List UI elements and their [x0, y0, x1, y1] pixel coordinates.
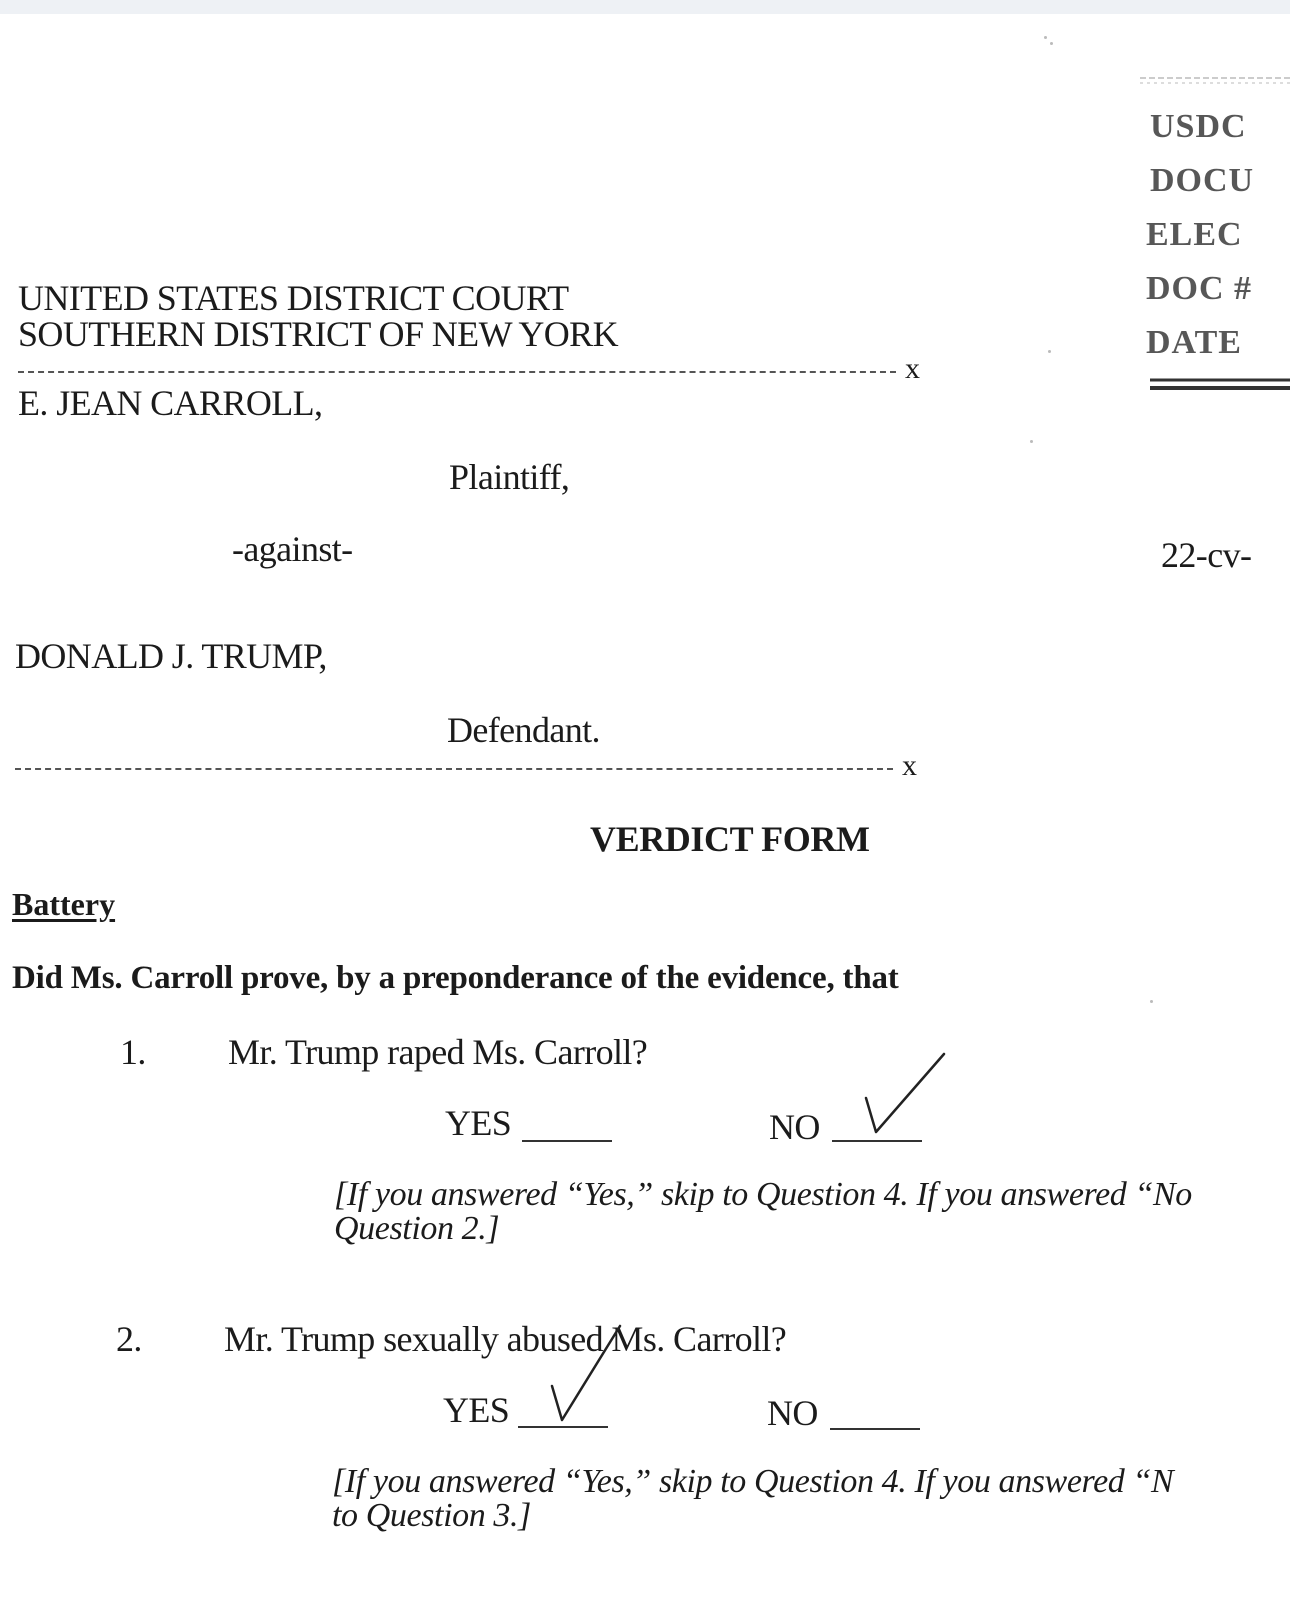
yes-label: YES: [445, 1103, 512, 1143]
stamp-line-date: DATE: [1146, 324, 1242, 361]
caption-divider-top: [18, 371, 896, 373]
yes-label: YES: [443, 1390, 510, 1430]
checkmark-icon: [860, 1050, 952, 1140]
question-text: Mr. Trump raped Ms. Carroll?: [228, 1032, 648, 1072]
question-number: 1.: [120, 1032, 146, 1072]
caption-x-bottom: x: [902, 749, 917, 782]
court-name-line1: UNITED STATES DISTRICT COURT: [18, 278, 569, 318]
yes-answer-blank[interactable]: [522, 1140, 612, 1142]
stamp-line-usdc: USDC: [1150, 108, 1247, 145]
question-number: 2.: [116, 1319, 142, 1359]
stamp-line-docu: DOCU: [1150, 162, 1255, 199]
instruction-line2: Question 2.]: [334, 1210, 500, 1247]
stamp-line-doc: DOC #: [1146, 270, 1253, 307]
court-name-line2: SOUTHERN DISTRICT OF NEW YORK: [18, 314, 618, 354]
defendant-name: DONALD J. TRUMP,: [15, 636, 327, 676]
yes-answer-blank[interactable]: [518, 1426, 608, 1428]
no-label: NO: [769, 1107, 820, 1147]
verdict-form-title: VERDICT FORM: [590, 819, 870, 859]
scan-speck: [1150, 1000, 1153, 1003]
no-label: NO: [767, 1393, 818, 1433]
stamp-top-rule: [1140, 72, 1290, 88]
stamp-bottom-rule: [1150, 374, 1290, 398]
question-instruction: [334, 1178, 1192, 1246]
lead-question: Did Ms. Carroll prove, by a preponderance of the evidence, that: [12, 960, 899, 996]
instruction-line1: [If you answered “Yes,” skip to Question 4. If you answered “N: [332, 1463, 1174, 1500]
no-answer-blank[interactable]: [832, 1140, 922, 1142]
scan-speck: [1044, 36, 1047, 39]
checkmark-icon: [546, 1322, 626, 1426]
viewer-top-bar: [0, 0, 1290, 14]
section-heading-battery: Battery: [12, 886, 116, 922]
versus-label: -against-: [232, 529, 353, 569]
no-answer-blank[interactable]: [830, 1428, 920, 1430]
question-instruction: [332, 1465, 1173, 1533]
case-number: 22-cv-: [1161, 535, 1252, 575]
scan-speck: [1048, 350, 1051, 353]
plaintiff-role: Plaintiff,: [449, 457, 570, 497]
caption-divider-bottom: [15, 768, 893, 770]
stamp-line-elec: ELEC: [1146, 216, 1243, 253]
plaintiff-name: E. JEAN CARROLL,: [18, 383, 323, 423]
court-name: [18, 280, 618, 352]
scan-speck: [1030, 440, 1033, 443]
question-text: Mr. Trump sexually abused Ms. Carroll?: [224, 1319, 787, 1359]
caption-x-top: x: [905, 352, 920, 385]
instruction-line2: to Question 3.]: [332, 1497, 531, 1534]
defendant-role: Defendant.: [447, 710, 600, 750]
scan-speck: [1050, 42, 1053, 45]
instruction-line1: [If you answered “Yes,” skip to Question 4. If you answered “No: [334, 1176, 1192, 1213]
